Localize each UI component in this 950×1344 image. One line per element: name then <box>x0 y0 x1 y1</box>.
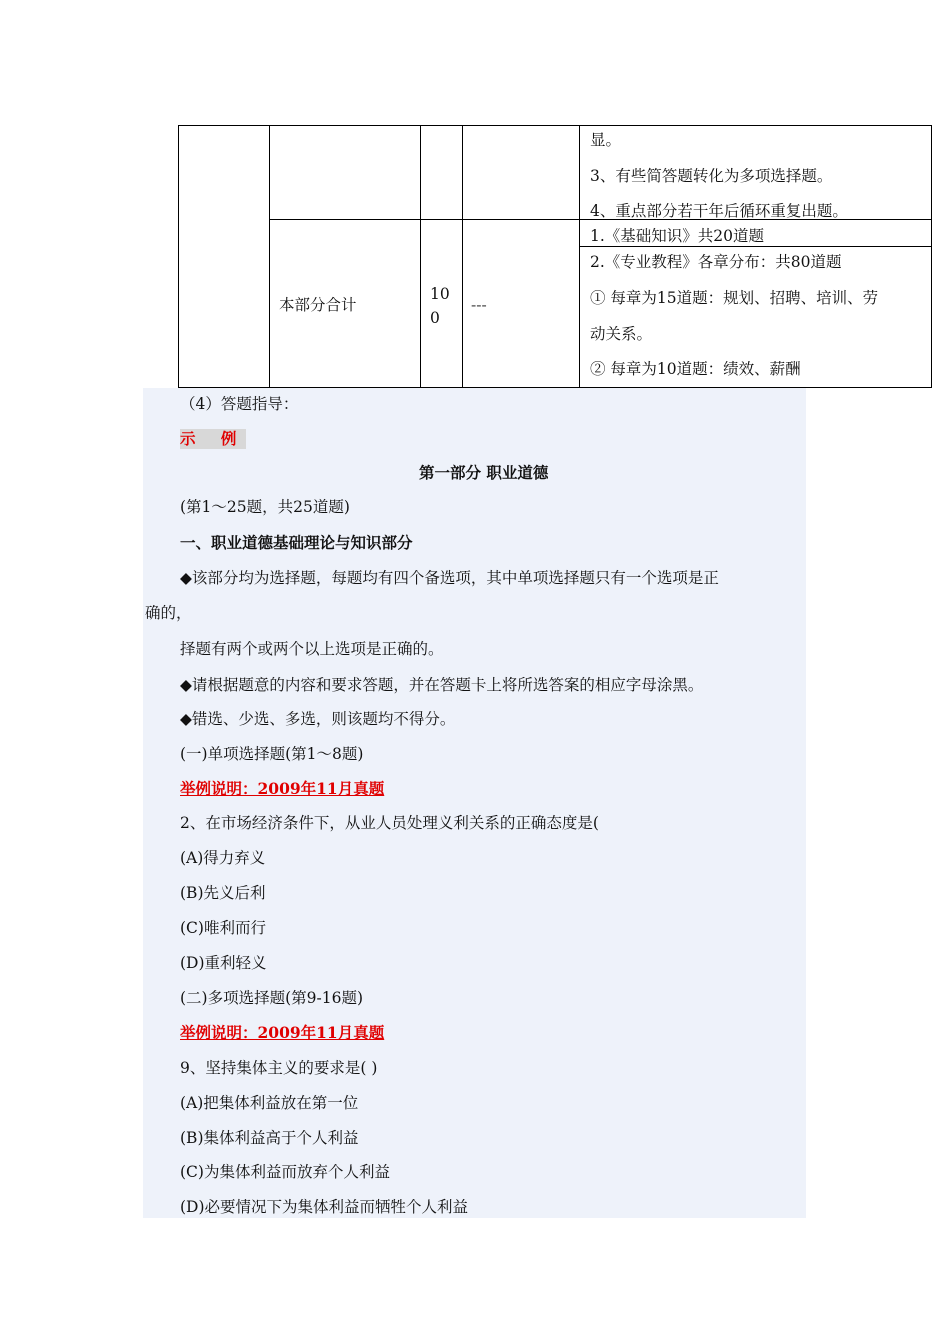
table-note: ② 每章为10道题：绩效、薪酬 <box>590 360 801 378</box>
table-col-line <box>420 125 421 388</box>
table-row-label: 本部分合计 <box>279 296 357 314</box>
rule-text: ◆错选、少选、多选，则该题均不得分。 <box>180 710 456 728</box>
multi-choice-heading: (二)多项选择题(第9-16题) <box>180 989 364 1007</box>
example-label: 示 例 <box>180 429 247 448</box>
table-note: 4、重点部分若干年后循环重复出题。 <box>590 202 848 220</box>
option-text: (B)先义后利 <box>180 884 266 902</box>
table-note: 1.《基础知识》共20道题 <box>590 227 765 245</box>
table-note-line <box>579 246 932 247</box>
table-dash: --- <box>471 296 487 314</box>
table-col-line <box>579 125 580 388</box>
option-text: (D)必要情况下为集体利益而牺牲个人利益 <box>180 1198 469 1216</box>
table-note: 2.《专业教程》各章分布：共80道题 <box>590 253 842 271</box>
question-text: 2、在市场经济条件下，从业人员处理义利关系的正确态度是( <box>180 814 599 832</box>
option-text: (B)集体利益高于个人利益 <box>180 1129 359 1147</box>
table-border-right <box>931 125 932 388</box>
table-note: 动关系。 <box>590 325 653 343</box>
section-title: 一、职业道德基础理论与知识部分 <box>180 534 413 552</box>
question-text: 9、坚持集体主义的要求是( ) <box>180 1059 378 1077</box>
table-border-top <box>178 125 932 126</box>
table-col-line <box>462 125 463 388</box>
table-col-line <box>269 125 270 388</box>
guide-heading: （4）答题指导： <box>180 395 299 413</box>
rule-text: ◆该部分均为选择题，每题均有四个备选项，其中单项选择题只有一个选项是正 <box>180 569 719 587</box>
rule-text: ◆请根据题意的内容和要求答题，并在答题卡上将所选答案的相应字母涂黑。 <box>180 676 704 694</box>
table-note: 显。 <box>590 131 622 149</box>
single-choice-heading: (一)单项选择题(第1～8题) <box>180 745 364 763</box>
option-text: (A)把集体利益放在第一位 <box>180 1094 359 1112</box>
option-text: (D)重利轻义 <box>180 954 267 972</box>
option-text: (C)为集体利益而放弃个人利益 <box>180 1163 390 1181</box>
table-count: 10 <box>430 285 450 303</box>
part-title: 第一部分 职业道德 <box>419 464 549 482</box>
rule-text: 确的， <box>145 604 192 622</box>
option-text: (A)得力弃义 <box>180 849 266 867</box>
table-border-left <box>178 125 179 388</box>
example-note: 举例说明：2009年11月真题 <box>180 779 385 798</box>
table-note: 3、有些简答题转化为多项选择题。 <box>590 167 833 185</box>
table-count: 0 <box>430 309 440 327</box>
table-note: ① 每章为15道题：规划、招聘、培训、劳 <box>590 289 879 307</box>
option-text: (C)唯利而行 <box>180 919 266 937</box>
example-note: 举例说明：2009年11月真题 <box>180 1023 385 1042</box>
part-range: (第1～25题，共25道题) <box>180 498 350 516</box>
rule-text: 择题有两个或两个以上选项是正确的。 <box>180 640 444 658</box>
